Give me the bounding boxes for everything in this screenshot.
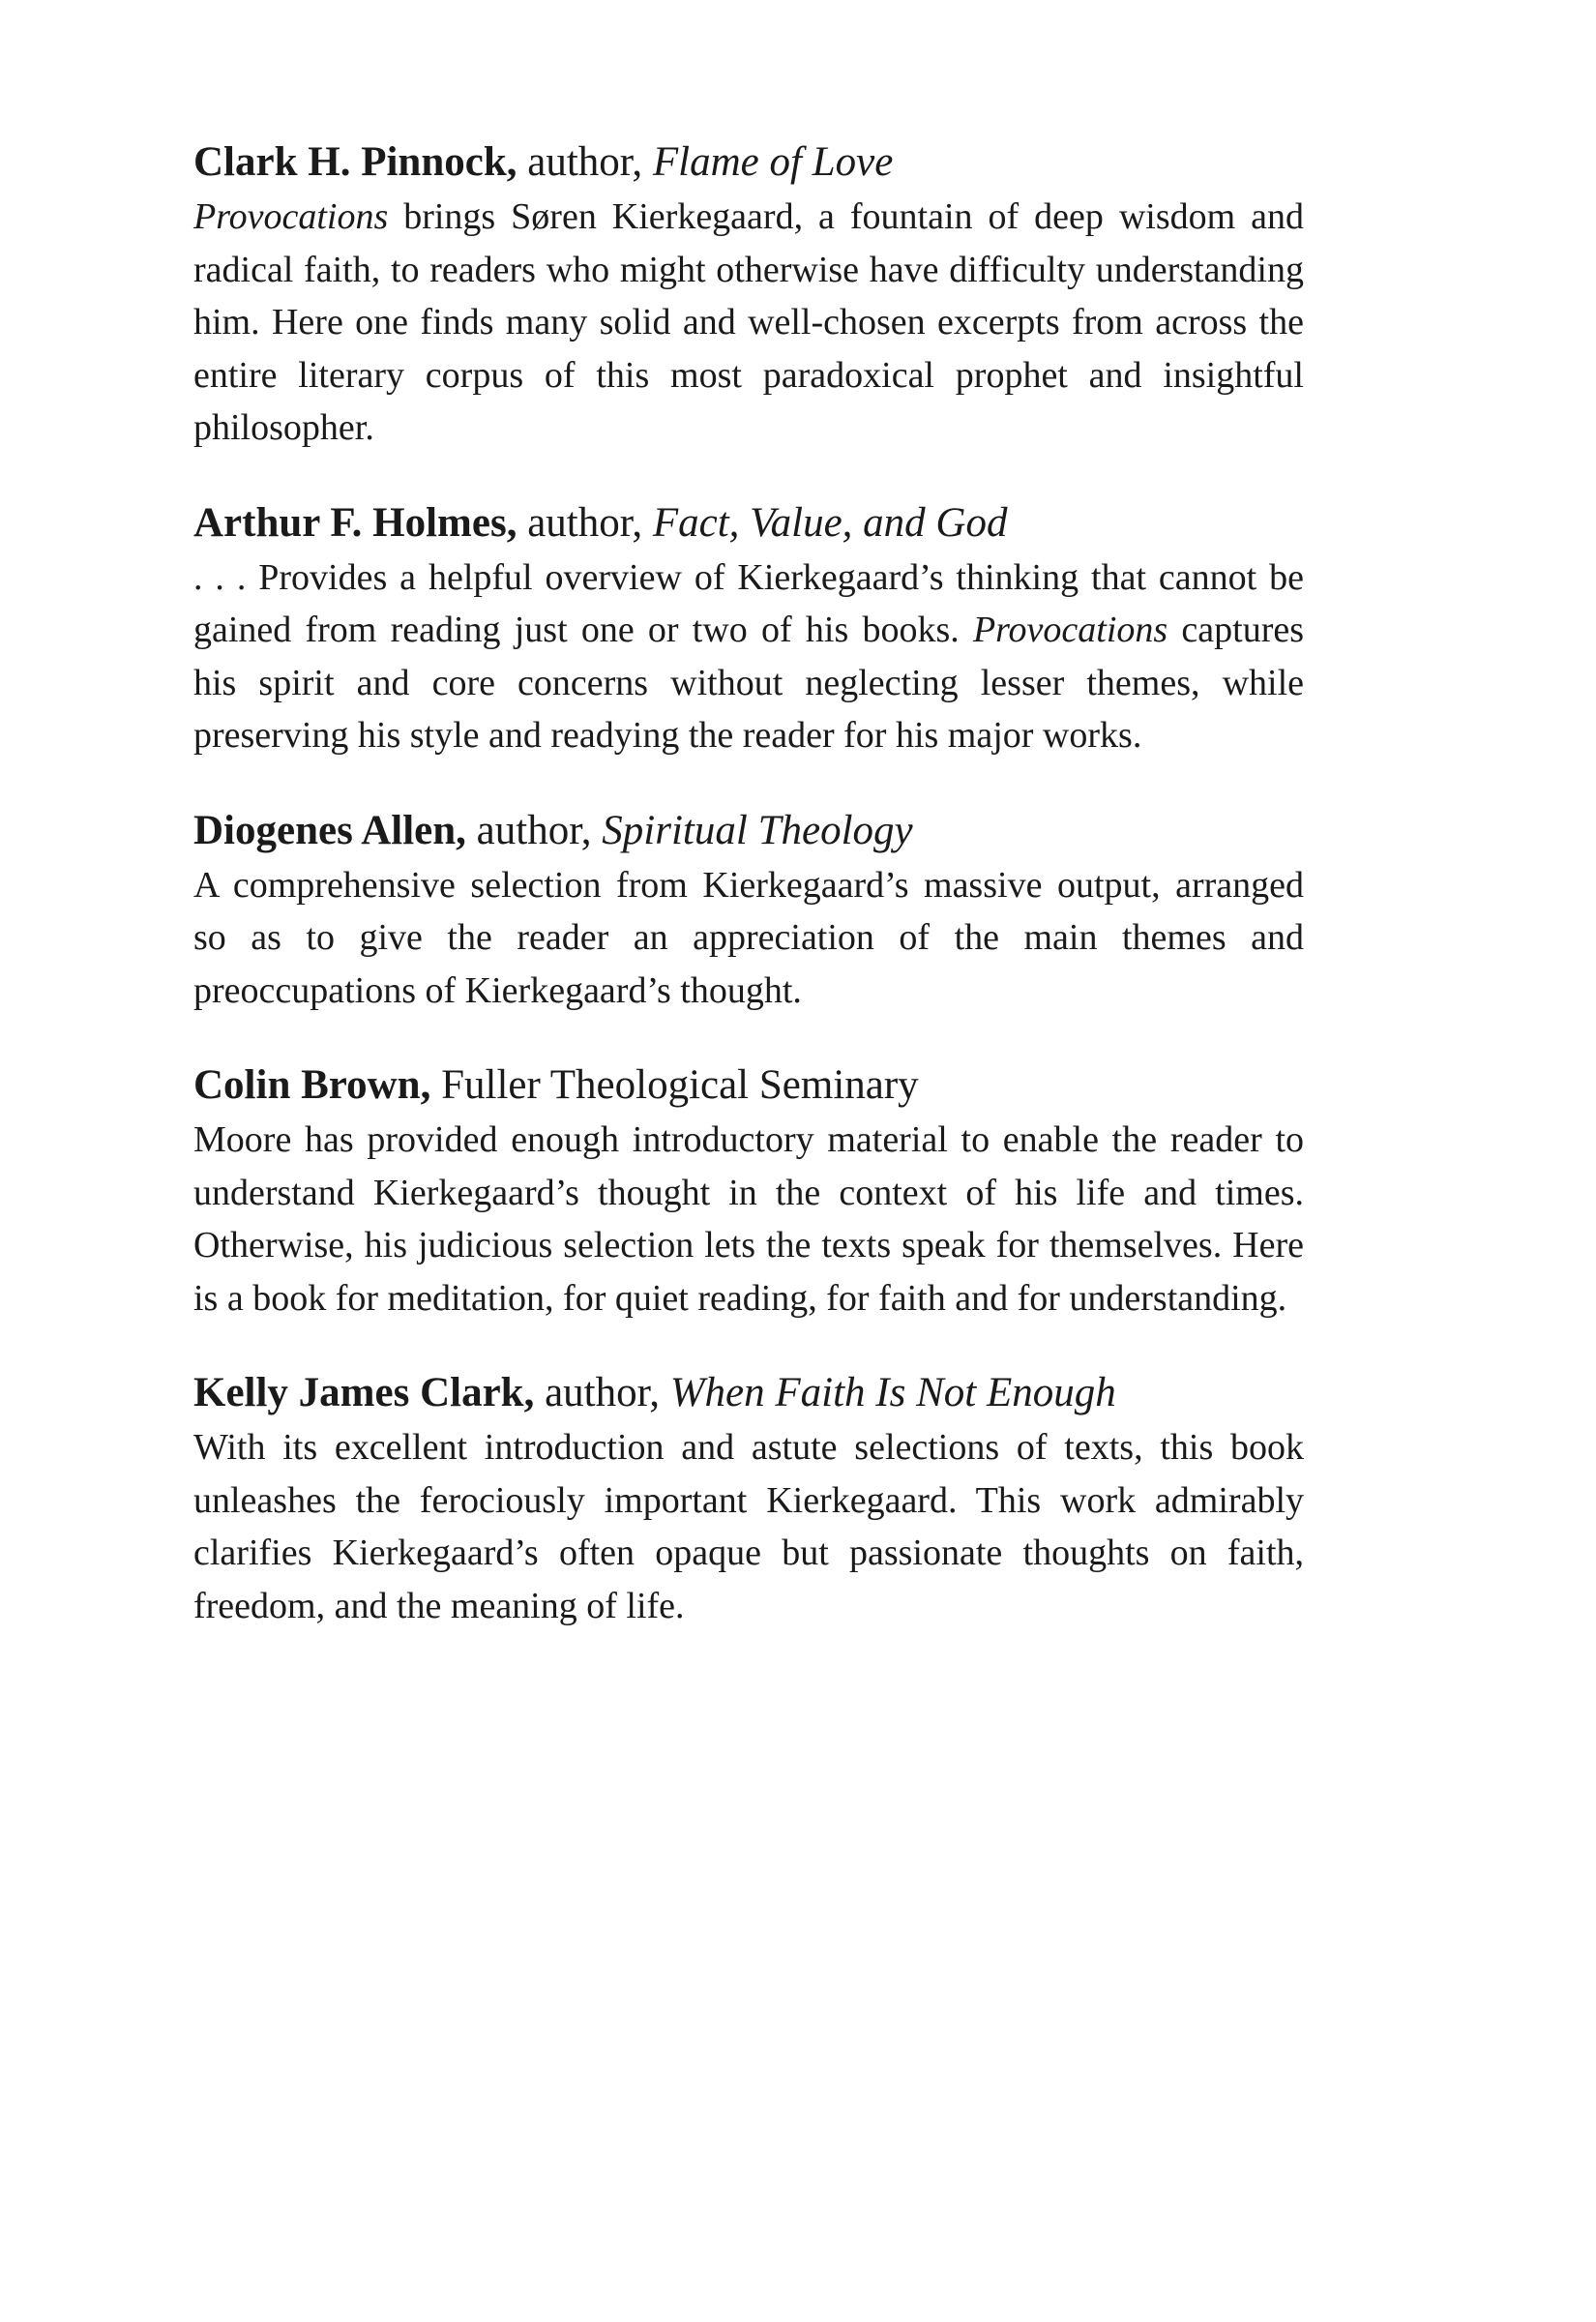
endorsement-heading — [193, 496, 1304, 550]
endorsement-holmes — [193, 496, 1304, 762]
endorsement-heading — [193, 804, 1304, 857]
endorsement-heading — [193, 135, 1304, 189]
endorser-name: Colin Brown, — [193, 1062, 431, 1108]
endorser-role: author, — [517, 139, 653, 185]
endorser-role: author, — [517, 499, 653, 546]
endorsement-pinnock — [193, 135, 1304, 455]
endorser-role: author, — [534, 1370, 670, 1415]
endorsement-heading — [193, 1366, 1304, 1419]
endorsement-quote — [193, 551, 1304, 762]
endorser-name: Diogenes Allen, — [193, 807, 466, 853]
endorsement-quote: With its excellent introduction and astute selections of texts, this book unleashes the ferociously important Kierkegaard. This work admirably clarifies Kierkegaard’s often opaque but passionate thoughts on faith, freedom, and the meaning of life. — [193, 1427, 1304, 1626]
endorser-affiliation: Fuller Theological Seminary — [430, 1062, 919, 1108]
endorser-name: Clark H. Pinnock, — [193, 139, 517, 185]
endorser-book-title: Fact, Value, and God — [652, 499, 1008, 546]
endorser-name: Kelly James Clark, — [193, 1370, 535, 1415]
endorsement-clark — [193, 1366, 1304, 1632]
endorser-name: Arthur F. Holmes, — [193, 499, 517, 546]
quote-book-title: Provocations — [972, 610, 1168, 650]
endorsement-allen — [193, 804, 1304, 1018]
endorsement-quote: Moore has provided enough introductory material to enable the reader to understand Kierkegaard’s thought in the context of his life and times. Otherwise, his judicious selection lets the texts speak for themselves. Here is a book for meditation, for quiet reading, for faith and for understanding. — [193, 1119, 1304, 1319]
endorsement-heading — [193, 1058, 1304, 1112]
quote-book-title: Provocations — [193, 196, 389, 237]
endorser-role: author, — [465, 807, 603, 853]
quote-text-start: . . . Provides a helpful overview of Kierkegaard’s thinking that cannot be gained from reading just one or two of his books. — [193, 556, 1304, 650]
endorsement-quote: A comprehensive selection from Kierkegaard’s massive output, arranged so as to give the reader an appreciation of the main themes and preoccupations of Kierkegaard’s thought. — [193, 864, 1304, 1011]
endorsement-brown — [193, 1058, 1304, 1325]
endorsement-quote — [193, 191, 1304, 455]
endorser-book-title: Flame of Love — [652, 139, 894, 185]
endorser-book-title: When Faith Is Not Enough — [669, 1370, 1116, 1415]
endorser-book-title: Spiritual Theology — [602, 807, 913, 853]
quote-text: brings Søren Kierkegaard, a fountain of deep wisdom and radical faith, to readers who might otherwise have difficulty understanding him. Here one finds many solid and well-chosen excerpts from across the entire literary corpus of this most paradoxical prophet and insightful philosopher. — [193, 196, 1304, 448]
quote-text-end: captures his spirit and core concerns without neglecting lesser themes, while preserving his style and readying the reader for his major works. — [193, 610, 1304, 756]
endorsements-page — [193, 135, 1304, 1674]
